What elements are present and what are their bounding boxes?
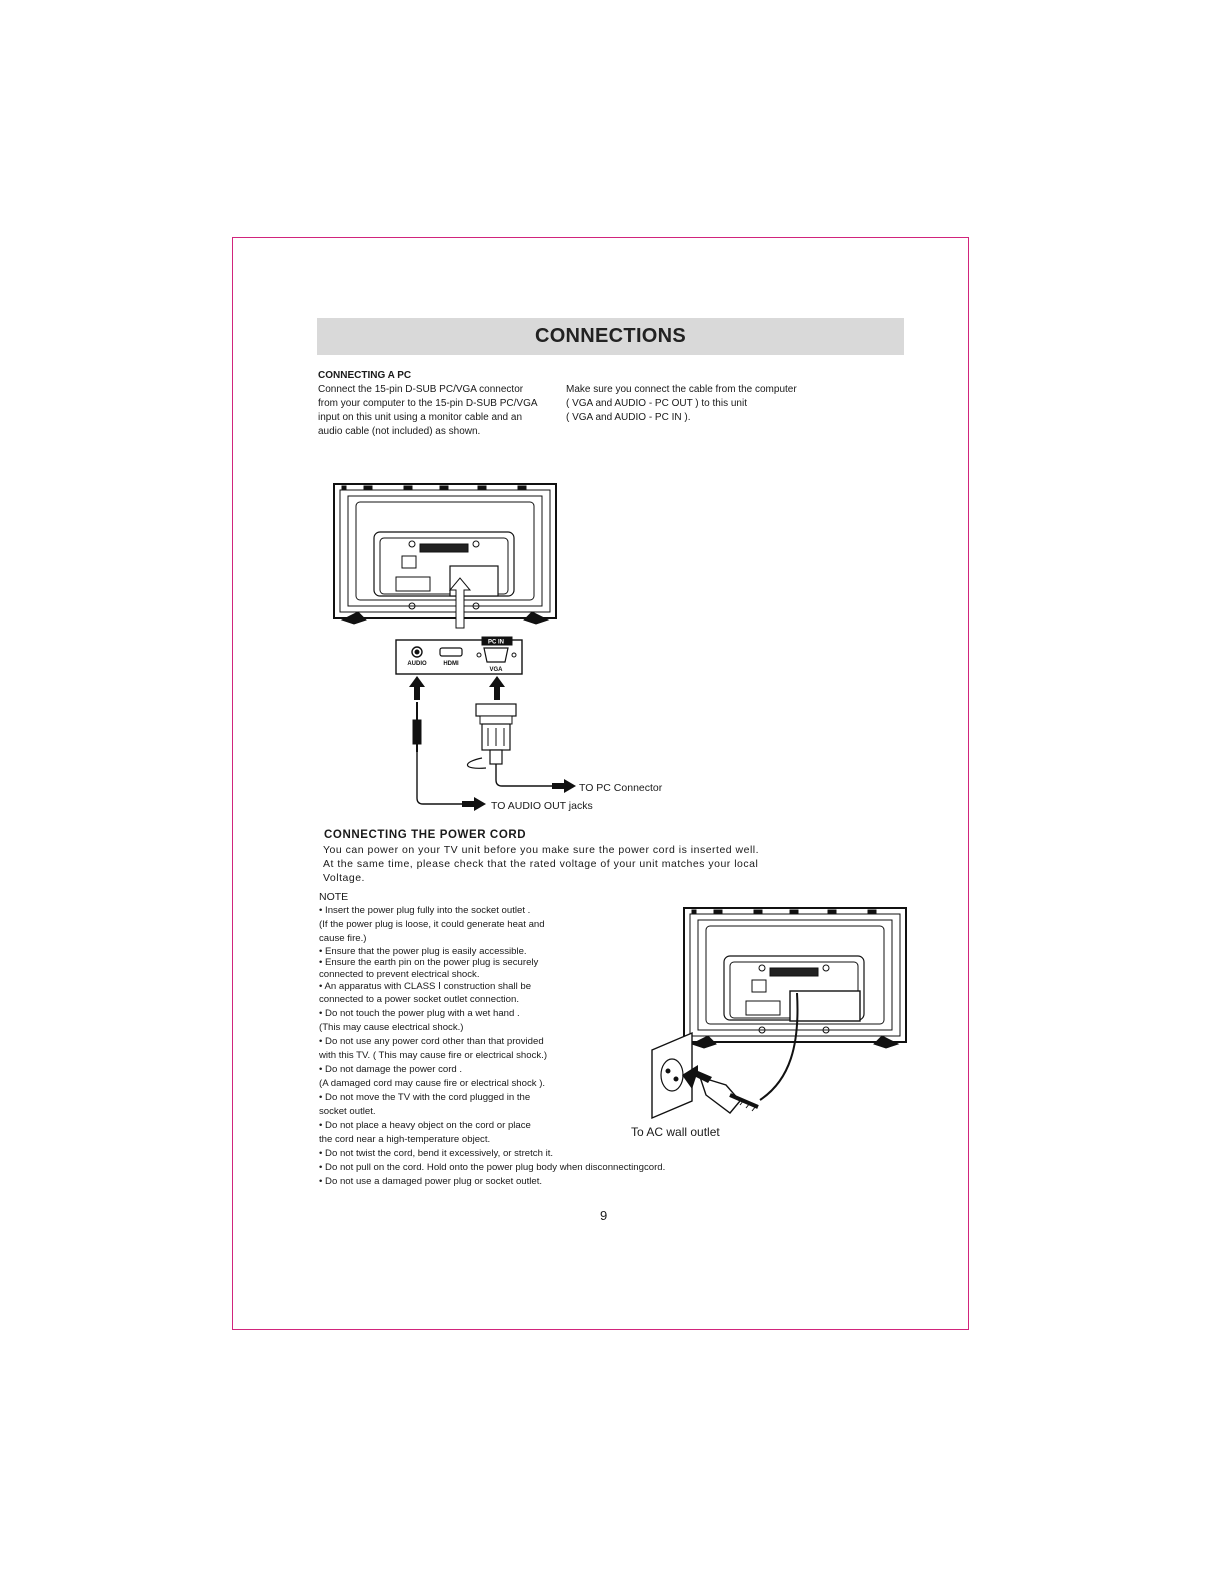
pc-left-line: Connect the 15-pin D-SUB PC/VGA connector bbox=[318, 384, 524, 395]
power-heading: CONNECTING THE POWER CORD bbox=[324, 829, 527, 841]
to-audio-out-label: TO AUDIO OUT jacks bbox=[491, 800, 593, 812]
note-line: • Do not touch the power plug with a wet hand . bbox=[319, 1008, 520, 1019]
wall-outlet-label: To AC wall outlet bbox=[631, 1125, 720, 1139]
power-line: Voltage. bbox=[323, 872, 365, 884]
power-plug-illustration bbox=[700, 1077, 758, 1113]
power-line: At the same time, please check that the rated voltage of your unit matches your local bbox=[323, 858, 759, 870]
right-arrow-audio bbox=[462, 797, 486, 811]
notes-list bbox=[319, 904, 665, 1189]
pc-connection-diagram bbox=[330, 480, 690, 820]
pc-left-line: input on this unit using a monitor cable and an bbox=[318, 412, 523, 423]
pc-left-paragraph bbox=[318, 383, 538, 439]
cables bbox=[417, 752, 552, 804]
note-line: • Do not use a damaged power plug or socket outlet. bbox=[319, 1176, 543, 1187]
vga-port-label: VGA bbox=[489, 667, 503, 673]
section-banner bbox=[317, 318, 904, 355]
note-line: • Do not twist the cord, bend it excessively, or stretch it. bbox=[319, 1148, 554, 1159]
power-paragraph bbox=[323, 843, 759, 885]
note-line: the cord near a high-temperature object. bbox=[319, 1134, 491, 1145]
note-line: • Do not place a heavy object on the cord or place bbox=[319, 1120, 531, 1131]
vga-plug-illustration bbox=[467, 704, 516, 768]
up-arrow-audio bbox=[409, 676, 425, 700]
audio-plug-illustration bbox=[413, 702, 421, 752]
pc-heading: CONNECTING A PC bbox=[318, 370, 412, 381]
note-line: (This may cause electrical shock.) bbox=[319, 1022, 464, 1033]
tv-back-illustration-power bbox=[684, 908, 906, 1048]
pc-left-line: from your computer to the 15-pin D-SUB PC/VGA bbox=[318, 398, 538, 409]
note-line: connected to a power socket outlet connection. bbox=[319, 994, 519, 1005]
pc-right-line: ( VGA and AUDIO - PC OUT ) to this unit bbox=[566, 398, 747, 409]
note-line: connected to prevent electrical shock. bbox=[319, 969, 480, 980]
pc-in-label: PC IN bbox=[487, 639, 505, 646]
note-title: NOTE bbox=[319, 891, 349, 903]
note-line: (If the power plug is loose, it could generate heat and bbox=[319, 919, 545, 930]
note-line: • An apparatus with CLASS Ⅰ construction shall be bbox=[319, 981, 532, 992]
up-arrow-vga bbox=[489, 676, 505, 700]
note-line: • Do not use any power cord other than that provided bbox=[319, 1036, 544, 1047]
hdmi-port-label: HDMI bbox=[443, 661, 459, 667]
audio-port-label: AUDIO bbox=[407, 661, 427, 667]
note-line: cause fire.) bbox=[319, 933, 367, 944]
to-pc-connector-label: TO PC Connector bbox=[579, 782, 663, 794]
note-line: • Ensure that the power plug is easily accessible. bbox=[319, 946, 527, 957]
power-line: You can power on your TV unit before you make sure the power cord is inserted well. bbox=[323, 844, 760, 856]
page-number: 9 bbox=[600, 1208, 608, 1223]
note-line: (A damaged cord may cause fire or electrical shock ). bbox=[319, 1078, 546, 1089]
pc-right-line: Make sure you connect the cable from the computer bbox=[566, 384, 797, 395]
tv-back-illustration bbox=[334, 484, 556, 624]
note-line: • Insert the power plug fully into the socket outlet . bbox=[319, 905, 531, 916]
note-line: • Do not damage the power cord . bbox=[319, 1064, 463, 1075]
right-arrow-pc bbox=[552, 779, 576, 793]
pc-left-line: audio cable (not included) as shown. bbox=[318, 426, 481, 437]
page-title: CONNECTIONS bbox=[534, 325, 687, 347]
note-line: • Ensure the earth pin on the power plug is securely bbox=[319, 957, 539, 968]
note-line: • Do not move the TV with the cord plugged in the bbox=[319, 1092, 531, 1103]
power-connection-diagram bbox=[640, 905, 912, 1120]
pc-right-paragraph bbox=[566, 383, 797, 425]
note-line: with this TV. ( This may cause fire or electrical shock.) bbox=[319, 1050, 548, 1061]
note-line: • Do not pull on the cord. Hold onto the power plug body when disconnectingcord. bbox=[319, 1162, 666, 1173]
note-line: socket outlet. bbox=[319, 1106, 376, 1117]
pc-right-line: ( VGA and AUDIO - PC IN ). bbox=[566, 412, 691, 423]
